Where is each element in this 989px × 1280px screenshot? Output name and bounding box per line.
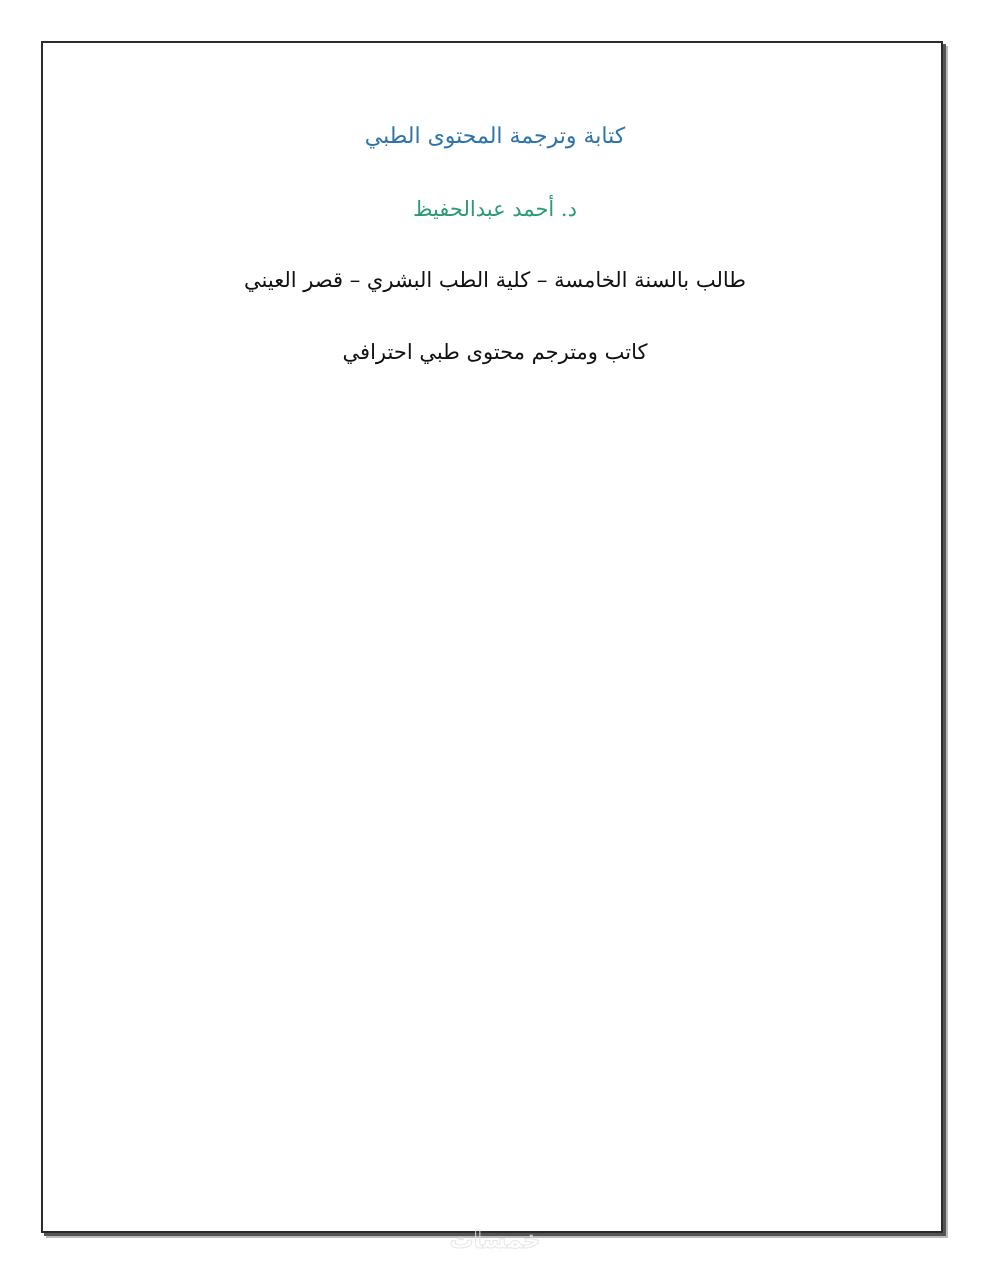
document-title: كتابة وترجمة المحتوى الطبي (364, 124, 626, 149)
author-role: كاتب ومترجم محتوى طبي احترافي (342, 340, 648, 364)
author-name: د. أحمد عبدالحفيظ (413, 197, 577, 221)
watermark-logo: خمسات (449, 1226, 541, 1254)
author-affiliation: طالب بالسنة الخامسة – كلية الطب البشري – قصر العيني (244, 268, 746, 292)
